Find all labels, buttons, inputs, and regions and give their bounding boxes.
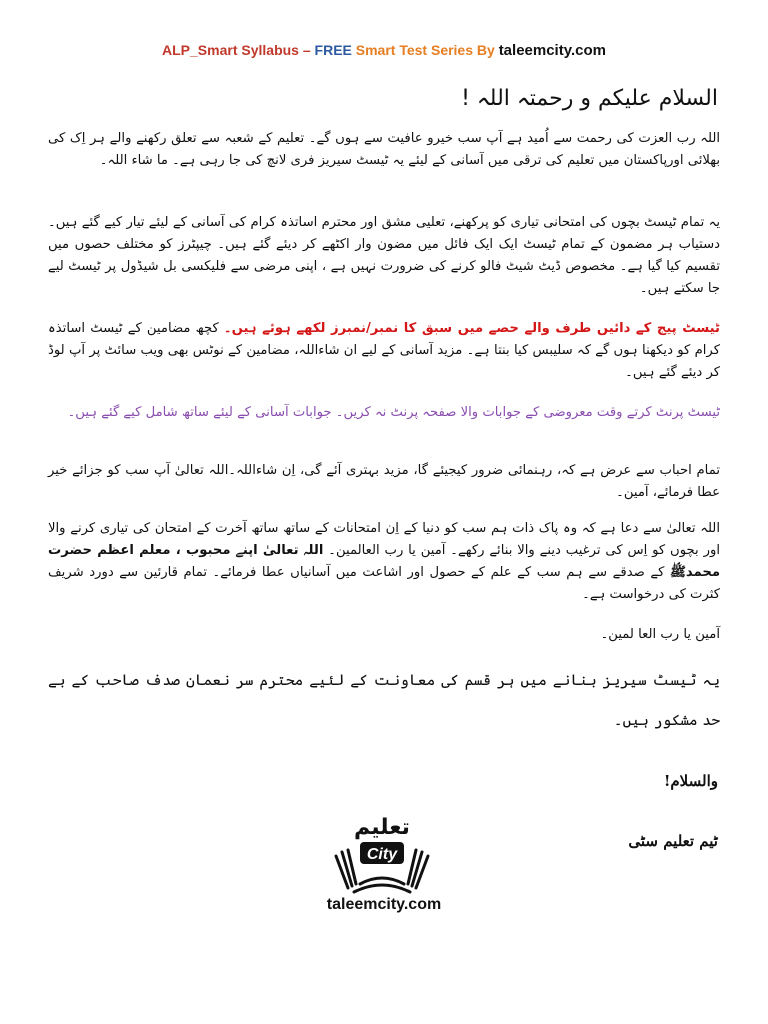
syllabus-note-text: کچھ مضامین کے ٹیسٹ اساتذہ کرام کو دیکھنا ہوں گے کہ سلیبس کیا بنتا ہے۔ مزید آسانی کے لیے ان شاءاللہ، مضامین کے نوٹس بھی ویب سائٹ پر آپ لوڈ کر دیئے گئے ہیں۔	[48, 321, 720, 380]
amen-line: آمین یا رب العا لمین۔	[600, 627, 720, 642]
prayer-paragraph	[48, 518, 720, 606]
prayer-bold-text: اللہ تعالیٰ اپنے محبوب ، معلم اعظم حضرت محمدﷺ	[48, 543, 720, 580]
team-signature: ٹیم تعلیم سٹی	[628, 832, 718, 850]
closing-salutation: والسلام!	[663, 772, 718, 790]
chapter-number-note: ٹیسٹ پیج کے دائیں طرف والے حصے میں سبق کا نمبر/نمبرز لکھے ہوئے ہیں۔	[223, 321, 720, 336]
syllabus-note-paragraph	[48, 318, 720, 384]
prayer-text-b: کے صدقے سے ہم سب کے علم کے حصول اور اشاعت میں آسانیاں عطا فرمائے۔ تمام قارئین سے دورد شریف کثرت کی درخواست ہے۔	[48, 565, 720, 602]
logo-city-text: City	[366, 846, 398, 863]
header-free-text: FREE	[314, 42, 352, 58]
page-header	[0, 42, 768, 59]
header-series-text: Smart Test Series By	[355, 42, 495, 58]
prayer-text-a: اللہ تعالیٰ سے دعا ہے کہ وہ پاک ذات ہم سب کو دنیا کے اِن امتحانات کے ساتھ ساتھ آخرت کے امتحان کی تیاری کرنے والا اور بچوں کو اِس کی ترغیب دینے والا بنائے رکھے۔ آمین یا رب العالمین۔	[48, 521, 720, 558]
tests-description-paragraph: یہ تمام ٹیسٹ بچوں کی امتحانی تیاری کو پرکھنے، تعلیی مشق اور محترم اساتذہ کرام کی آسانی کے لیئے تیار کیے گئے ہیں۔دستیاب ہر مضمون کے تمام ٹیسٹ ایک ایک فائل میں مضون وار اکٹھے کر دیئے گئے ہیں۔ چیپٹرز کو مختلف حصوں میں تقسیم کیا گیا ہے۔ مخصوص ڈیٹ شیٹ فالو کرنے کی ضرورت نہیں ہے ، اپنی مرضی سے فلیکسی بل شیڈول پر ٹیسٹ لیے جا سکتے ہیں۔	[48, 215, 720, 296]
logo-urdu-text: تعلیم	[354, 815, 410, 840]
header-syllabus-text: ALP_Smart Syllabus –	[162, 42, 311, 58]
header-site-link[interactable]: taleemcity.com	[498, 42, 606, 59]
taleemcity-logo	[330, 806, 434, 898]
acknowledgement-paragraph: یہ ٹیسٹ سیریز بنانے میں ہر قسم کی معاونت کے لئیے محترم سر نعمان صدف صاحب کے بے حد مشکور ہیں۔	[48, 671, 720, 729]
intro-paragraph: اللہ رب العزت کی رحمت سے اُمید ہے آپ سب خیرو عافیت سے ہوں گے۔ تعلیم کے شعبہ سے تعلق رکھنے والے ہر اِک کی بھلائی اورپاکستان میں تعلیم کی ترقی میں آسانی کے لیئے یہ ٹیسٹ سیریز فری لانچ کی جا رہی ہے۔ ما شاء اللہ۔	[48, 131, 720, 168]
print-instruction-paragraph: ٹیسٹ پرنٹ کرتے وقت معروضی کے جوابات والا صفحہ پرنٹ نہ کریں۔ جوابات آسانی کے لیئے ساتھ شامل کیے گئے ہیں۔	[67, 405, 720, 420]
greeting-heading: السلام علیکم و رحمتہ اللہ !	[461, 86, 718, 111]
footer-site-link[interactable]: taleemcity.com	[326, 896, 442, 913]
feedback-request-paragraph: تمام احباب سے عرض ہے کہ، رہنمائی ضرور کیجیئے گا، مزید بہتری آئے گی، اِن شاءاللہ۔اللہ تعالیٰ آپ سب کو جزائے خیر عطا فرمائے، آمین۔	[48, 463, 720, 500]
